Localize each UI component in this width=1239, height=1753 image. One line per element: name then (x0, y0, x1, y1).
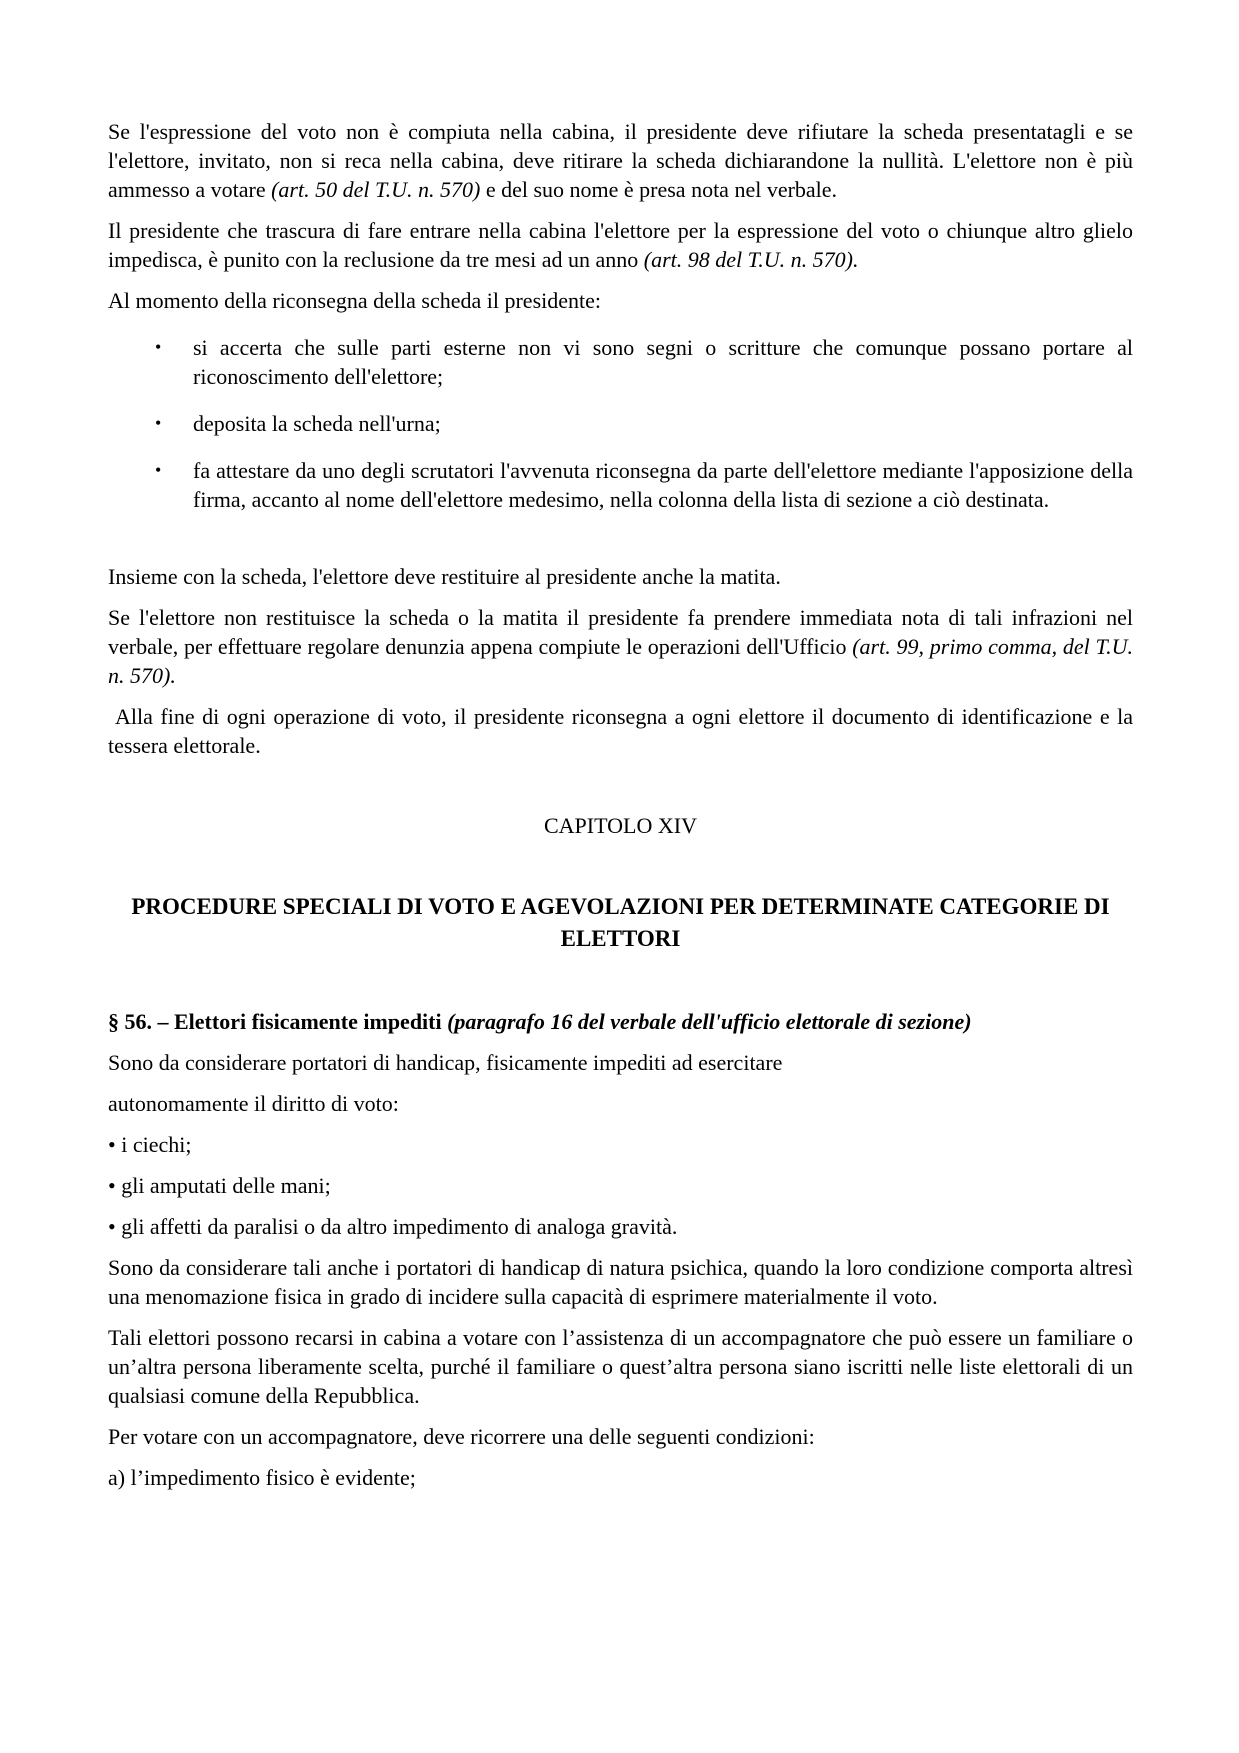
bullet-icon: • (155, 413, 162, 433)
section-56-label-italic: (paragrafo 16 del verbale dell'ufficio elettorale di sezione) (447, 1009, 972, 1034)
text-run: Alla fine di ogni operazione di voto, il presidente riconsegna a ogni elettore il documento di identificazione e la tessera elettorale. (108, 704, 1133, 758)
text-run: Sono da considerare portatori di handicap, fisicamente impediti ad esercitare (108, 1050, 783, 1075)
chapter-heading (108, 891, 1133, 955)
paragraph-accompagnatore (108, 1323, 1133, 1410)
bullet-item-segni-scritture (108, 333, 1133, 391)
paragraph-fine-operazioni (108, 702, 1133, 760)
paragraph-riconsegna-intro (108, 286, 1133, 315)
text-run: • gli affetti da paralisi o da altro impedimento di analoga gravità. (108, 1214, 678, 1239)
paragraph-scheda-rifiuto (108, 117, 1133, 204)
bullet-item-attestazione-firma (108, 456, 1133, 514)
paragraph-natura-psichica (108, 1253, 1133, 1311)
bullet-icon: • (155, 337, 162, 357)
text-run: e del suo nome è presa nota nel verbale. (480, 177, 838, 202)
bullet-text: si accerta che sulle parti esterne non vi sono segni o scritture che comunque possano portare al riconoscimento dell'elettore; (193, 335, 1133, 389)
text-run: Se l'elettore non restituisce la scheda o la matita il presidente fa prendere immediata nota di tali infrazioni nel verbale, per effettuare regolare denunzia appena compiute le operazioni dell'Ufficio (108, 605, 1133, 659)
paragraph-condizione-a (108, 1463, 1133, 1492)
paragraph-condizioni-intro (108, 1422, 1133, 1451)
text-run: autonomamente il diritto di voto: (108, 1091, 399, 1116)
bullet-icon: • (155, 460, 162, 480)
text-run: • i ciechi; (108, 1132, 192, 1157)
text-run: Al momento della riconsegna della scheda il presidente: (108, 288, 602, 313)
inline-bullet-amputati (108, 1171, 1133, 1200)
section-56-label: § 56. – Elettori fisicamente impediti (108, 1009, 448, 1034)
citation-italic: (art. 99, primo comma, del T.U. n. 570). (108, 634, 1134, 688)
paragraph-infrazioni (108, 603, 1133, 690)
paragraph-handicap-intro-2 (108, 1089, 1133, 1118)
text-run: Insieme con la scheda, l'elettore deve restituire al presidente anche la matita. (108, 564, 781, 589)
text-run: Il presidente che trascura di fare entrare nella cabina l'elettore per la espressione del voto o chiunque altro glielo impedisca, è punito con la reclusione da tre mesi ad un anno (108, 218, 1133, 272)
bullet-text: fa attestare da uno degli scrutatori l'avvenuta riconsegna da parte dell'elettore mediante l'apposizione della firma, accanto al nome dell'elettore medesimo, nella colonna della lista di sezione a ciò destinata. (193, 458, 1133, 512)
section-56-heading (108, 1007, 1133, 1036)
text-run: Per votare con un accompagnatore, deve ricorrere una delle seguenti condizioni: (108, 1424, 815, 1449)
bullet-text: deposita la scheda nell'urna; (193, 411, 441, 436)
paragraph-handicap-intro-1 (108, 1048, 1133, 1077)
citation-italic: (art. 98 del T.U. n. 570). (643, 247, 859, 272)
paragraph-presidente-cabina (108, 216, 1133, 274)
text-run: Tali elettori possono recarsi in cabina a votare con l’assistenza di un accompagnatore che può essere un familiare o un’altra persona liberamente scelta, purché il familiare o quest’altra persona siano iscritti nelle liste elettorali di un qualsiasi comune della Repubblica. (108, 1325, 1133, 1408)
inline-bullet-paralisi (108, 1212, 1133, 1241)
chapter-title-text: CAPITOLO XIV (544, 813, 697, 838)
bullet-item-deposita-urna (108, 409, 1133, 438)
chapter-title (108, 811, 1133, 840)
citation-italic: (art. 50 del T.U. n. 570) (271, 177, 481, 202)
inline-bullet-ciechi (108, 1130, 1133, 1159)
text-run: • gli amputati delle mani; (108, 1173, 331, 1198)
text-run: a) l’impedimento fisico è evidente; (108, 1465, 416, 1490)
text-run: Se l'espressione del voto non è compiuta nella cabina, il presidente deve rifiutare la scheda presentatagli e se l'elettore, invitato, non si reca nella cabina, deve ritirare la scheda dichiarandone la nullità. L'elettore non è più ammesso a votare (108, 119, 1133, 202)
paragraph-matita (108, 562, 1133, 591)
chapter-heading-text: PROCEDURE SPECIALI DI VOTO E AGEVOLAZIONI PER DETERMINATE CATEGORIE DI ELETTORI (131, 894, 1110, 951)
text-run: Sono da considerare tali anche i portatori di handicap di natura psichica, quando la loro condizione comporta altresì una menomazione fisica in grado di incidere sulla capacità di esprimere materialmente il voto. (108, 1255, 1133, 1309)
